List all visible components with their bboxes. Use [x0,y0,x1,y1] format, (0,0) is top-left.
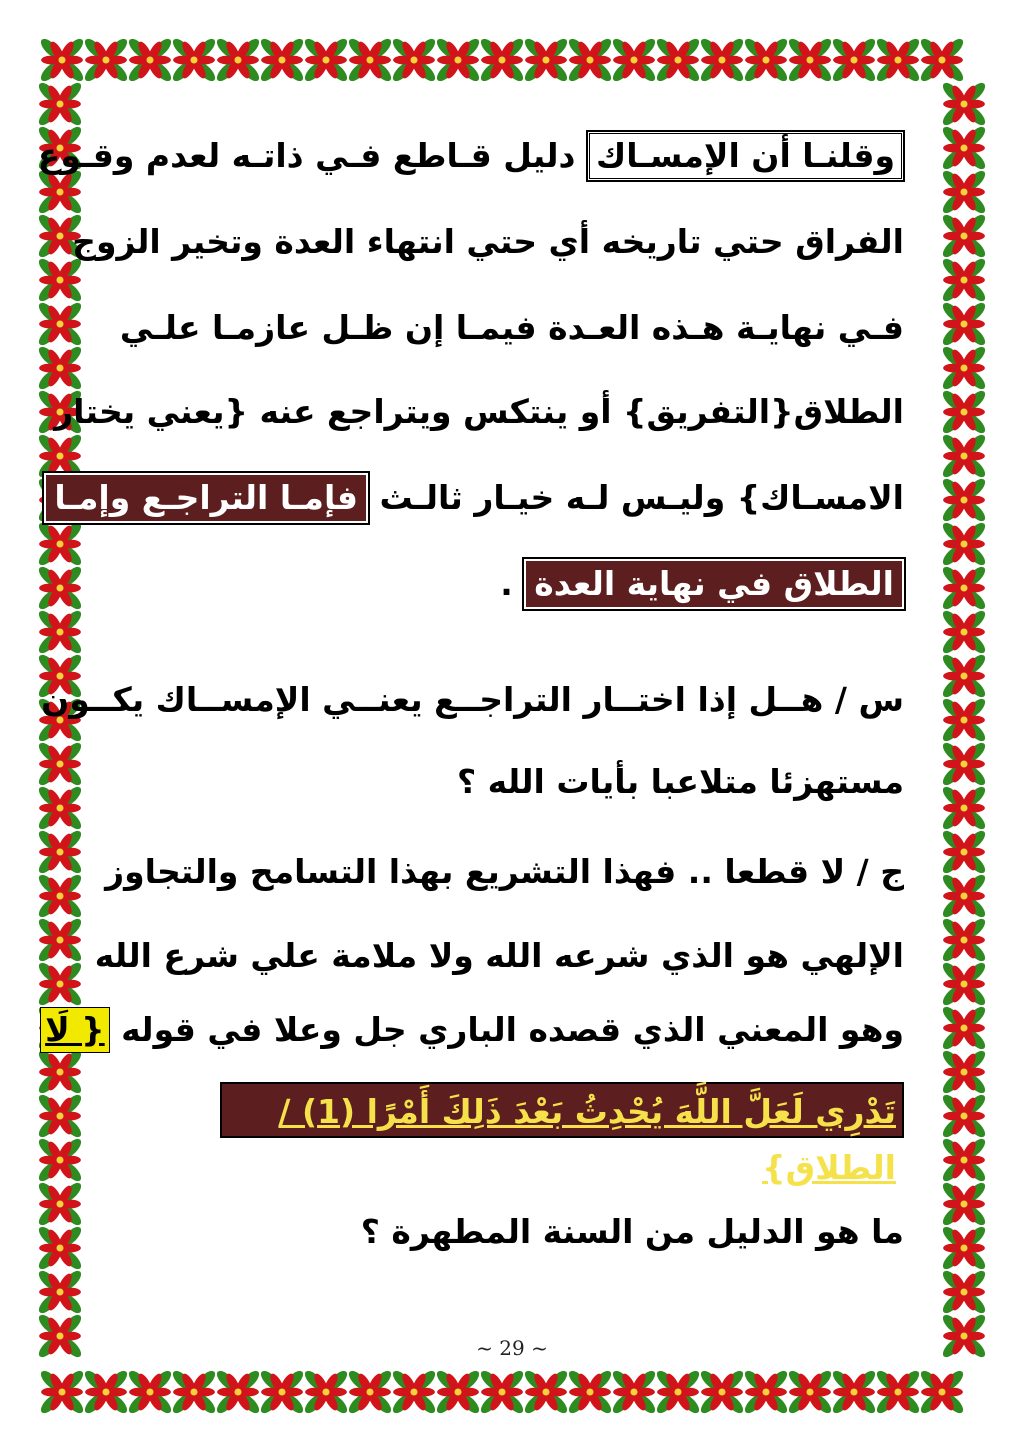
line-text: وهو المعني الذي قصده الباري جل وعلا في قوله [109,1010,904,1049]
answer-line-3 [45,1002,904,1058]
poinsettia-icon [258,36,306,84]
dark-highlight-box: فإمـا التراجـع وإمـا [44,473,368,523]
poinsettia-icon [566,1368,614,1416]
poinsettia-icon [390,1368,438,1416]
poinsettia-icon [654,36,702,84]
poinsettia-icon [940,872,988,920]
poinsettia-icon [610,36,658,84]
text-line-2: الفراق حتي تاريخه أي حتي انتهاء العدة وتخير الزوج [72,222,904,261]
answer-line-2: الإلهي هو الذي شرعه الله ولا ملامة علي شرع الله [94,936,904,975]
poinsettia-icon [38,36,86,84]
text-line-6 [120,556,904,612]
poinsettia-icon [940,1268,988,1316]
poinsettia-icon [940,1092,988,1140]
poinsettia-icon [742,1368,790,1416]
poinsettia-icon [36,1268,84,1316]
poinsettia-icon [940,388,988,436]
poinsettia-icon [940,1224,988,1272]
poinsettia-icon [82,1368,130,1416]
line-text: الامسـاك} وليـس لـه خيـار ثالـث [367,478,904,517]
poinsettia-icon [940,696,988,744]
poinsettia-icon [390,36,438,84]
poinsettia-icon [36,80,84,128]
poinsettia-icon [36,1180,84,1228]
poinsettia-icon [478,36,526,84]
text-line-1 [37,128,904,184]
poinsettia-icon [170,1368,218,1416]
poinsettia-icon [214,36,262,84]
poinsettia-icon [346,36,394,84]
poinsettia-icon [698,36,746,84]
poinsettia-icon [126,36,174,84]
poinsettia-icon [36,608,84,656]
poinsettia-icon [940,608,988,656]
poinsettia-icon [874,36,922,84]
poinsettia-icon [654,1368,702,1416]
poinsettia-icon [940,168,988,216]
poinsettia-icon [36,1136,84,1184]
poinsettia-icon [346,1368,394,1416]
poinsettia-icon [940,916,988,964]
poinsettia-icon [434,1368,482,1416]
poinsettia-icon [36,916,84,964]
poinsettia-icon [940,476,988,524]
poinsettia-icon [786,1368,834,1416]
poinsettia-icon [302,36,350,84]
poinsettia-icon [36,740,84,788]
poinsettia-icon [940,80,988,128]
poinsettia-icon [940,784,988,832]
poinsettia-icon [566,36,614,84]
poinsettia-icon [36,1092,84,1140]
poinsettia-icon [698,1368,746,1416]
boxed-phrase: وقلنـا أن الإمسـاك [587,131,904,181]
line-text: . [500,564,525,603]
poinsettia-icon [36,784,84,832]
poinsettia-icon [940,1136,988,1184]
text-line-5 [54,470,904,526]
poinsettia-icon [214,1368,262,1416]
poinsettia-icon [940,564,988,612]
poinsettia-icon [36,564,84,612]
poinsettia-icon [36,1224,84,1272]
poinsettia-icon [940,960,988,1008]
poinsettia-icon [918,36,966,84]
poinsettia-icon [830,36,878,84]
page-number: ~ 29 ~ [476,1336,548,1360]
poinsettia-icon [478,1368,526,1416]
poinsettia-icon [522,1368,570,1416]
poinsettia-icon [434,36,482,84]
poinsettia-icon [940,520,988,568]
answer-line-1: ج / لا قطعا .. فهذا التشريع بهذا التسامح والتجاوز [105,852,904,891]
poinsettia-icon [918,1368,966,1416]
poinsettia-icon [940,652,988,700]
poinsettia-icon [940,300,988,348]
poinsettia-icon [36,872,84,920]
poinsettia-icon [830,1368,878,1416]
poinsettia-icon [940,1048,988,1096]
poinsettia-icon [940,1004,988,1052]
poinsettia-icon [940,1180,988,1228]
poinsettia-icon [126,1368,174,1416]
dark-highlight-box: الطلاق في نهاية العدة [524,559,904,609]
poinsettia-icon [940,740,988,788]
verse-start-highlight: { لَا [40,1007,110,1053]
poinsettia-icon [522,36,570,84]
poinsettia-icon [742,36,790,84]
question-line-2: مستهزئا متلاعبا بأيات الله ؟ [457,762,904,801]
poinsettia-icon [940,432,988,480]
line-text: دليل قـاطع فـي ذاتـه لعدم وقـوع [37,136,587,175]
poinsettia-icon [258,1368,306,1416]
poinsettia-icon [940,256,988,304]
text-line-4: الطلاق{التفريق} أو ينتكس ويتراجع عنه {يعني يختار [54,392,904,431]
poinsettia-icon [940,344,988,392]
poinsettia-icon [610,1368,658,1416]
text-line-3: فـي نهايـة هـذه العـدة فيمـا إن ظـل عازمـا علـي [119,308,904,347]
poinsettia-icon [36,520,84,568]
question-line-3: ما هو الدليل من السنة المطهرة ؟ [360,1212,904,1251]
poinsettia-icon [36,828,84,876]
poinsettia-icon [38,1368,86,1416]
question-line-1: س / هــل إذا اختــار التراجــع يعنــي الإمســاك يكــون [41,680,904,719]
poinsettia-icon [36,960,84,1008]
poinsettia-icon [302,1368,350,1416]
poinsettia-icon [940,212,988,260]
poinsettia-icon [940,124,988,172]
poinsettia-icon [940,828,988,876]
poinsettia-icon [36,300,84,348]
poinsettia-icon [82,36,130,84]
quran-verse-bar: تَدْرِي لَعَلَّ اللَّهَ يُحْدِثُ بَعْدَ ذَلِكَ أَمْرًا (1) /الطلاق} [220,1082,904,1138]
poinsettia-icon [786,36,834,84]
poinsettia-icon [874,1368,922,1416]
poinsettia-icon [170,36,218,84]
